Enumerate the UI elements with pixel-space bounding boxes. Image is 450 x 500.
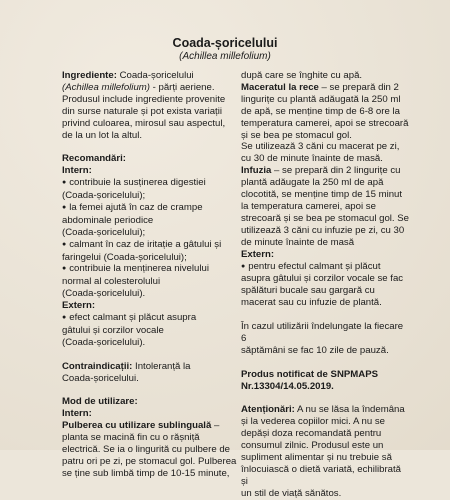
powder-line: după care se înghite cu apă. bbox=[241, 70, 363, 81]
intern-heading: Intern: bbox=[62, 165, 92, 177]
extern-heading: Extern: bbox=[241, 248, 275, 260]
bullet-item-cont: faringelui (Coada-șoricelului); bbox=[62, 251, 187, 263]
intern-heading: Intern: bbox=[62, 408, 92, 420]
bullet-item-cont: gâtului și corzilor vocale bbox=[62, 325, 164, 337]
maceration-line: Maceratul la rece – se prepară din 2 bbox=[241, 81, 399, 93]
contraindications-line: Contraindicații: Intoleranță la bbox=[62, 360, 191, 372]
bullet-item: ● calmant în caz de iritație a gâtului și bbox=[62, 239, 242, 252]
warnings-line: și la vederea copiilor mici. A nu se bbox=[241, 416, 385, 428]
maceration-line: de apă, se menține timp de 6-8 ore la bbox=[241, 105, 400, 117]
powder-line: electrică. Se ia o lingurită cu pulbere de bbox=[62, 444, 230, 456]
notification-line: Produs notificat de SNPMAPS bbox=[241, 368, 378, 380]
contraindications-line: Coada-șoricelului. bbox=[62, 372, 139, 384]
bullet-item: ● pentru efectul calmant și plăcut bbox=[241, 261, 409, 274]
long-use-line: În cazul utilizării îndelungate la fiecare 6 bbox=[241, 321, 404, 344]
powder-line: planta se macină fin cu o rășniță bbox=[62, 432, 200, 444]
recommendations-heading: Recomandări: bbox=[62, 153, 126, 165]
left-column bbox=[62, 70, 242, 480]
maceration-line: Se utilizează 3 căni cu macerat pe zi, bbox=[241, 141, 400, 153]
warnings-line: Atenționări: A nu se lăsa la îndemâna bbox=[241, 404, 405, 416]
warnings-line: depăși doza recomandată pentru bbox=[241, 428, 382, 440]
ingredients-line: de la un lot la altul. bbox=[62, 129, 143, 141]
ingredients-line: privind culoarea, mirosul sau aspectul, bbox=[62, 117, 226, 129]
infusion-line: plantă adăugate la 250 ml de apă bbox=[241, 177, 384, 189]
right-column bbox=[241, 70, 409, 500]
bullet-item-cont: (Coada-șoricelului). bbox=[62, 336, 146, 348]
maceration-line: temperatura camerei, apoi se strecoară bbox=[241, 117, 409, 129]
bullet-item-cont: asupra gâtului și corzilor vocale se fac bbox=[241, 273, 404, 285]
bullet-item-cont: macerat sau cu infuzie de plantă. bbox=[241, 297, 382, 309]
bullet-item-cont: abdominale periodice bbox=[62, 214, 154, 226]
bullet-item-cont: (Coada-șoricelului); bbox=[62, 226, 146, 238]
notification-line: Nr.13304/14.05.2019. bbox=[241, 380, 334, 392]
usage-heading: Mod de utilizare: bbox=[62, 396, 138, 408]
powder-line: Pulberea cu utilizare sublinguală – bbox=[62, 420, 220, 432]
warnings-line: consumul zilnic. Produsul este un bbox=[241, 440, 384, 452]
maceration-line: cu 30 de minute înainte de masă. bbox=[241, 153, 383, 165]
bullet-item-cont: (Coada-șoricelului). bbox=[62, 288, 146, 300]
warnings-line: supliment alimentar și nu trebuie să bbox=[241, 451, 392, 463]
bullet-item-cont: normal al colesterolului bbox=[62, 276, 161, 288]
product-latin-name: (Achillea millefolium) bbox=[179, 51, 271, 62]
bullet-item: ● la femei ajută în caz de crampe bbox=[62, 202, 242, 215]
infusion-line: de minute înainte de masă bbox=[241, 236, 355, 248]
bullet-item-cont: (Coada-șoricelului); bbox=[62, 190, 146, 202]
warnings-line: un stil de viață sănătos. bbox=[241, 487, 342, 499]
warnings-line: înlocuiască o dietă variată, echilibrată și bbox=[241, 463, 401, 487]
bullet-item: ● contribuie la menținerea nivelului bbox=[62, 263, 242, 276]
infusion-line: utilizează 3 căni cu infuzie pe zi, cu 30 bbox=[241, 224, 405, 236]
bullet-item-cont: spălături bucale sau gargară cu bbox=[241, 285, 375, 297]
product-title: Coada-șoricelului bbox=[172, 36, 278, 50]
extern-heading: Extern: bbox=[62, 300, 96, 312]
bullet-item: ● efect calmant și plăcut asupra bbox=[62, 312, 242, 325]
ingredients-line: Ingrediente: Coada-șoricelului bbox=[62, 70, 194, 81]
infusion-line: clocotită, se menține timp de 15 minut bbox=[241, 189, 403, 201]
maceration-line: lingurițe cu plantă adăugată la 250 ml bbox=[241, 93, 401, 105]
infusion-line: Infuzia – se prepară din 2 lingurițe cu bbox=[241, 165, 401, 177]
powder-line: se ține sub limbă timp de 10-15 minute, bbox=[62, 467, 230, 479]
bullet-item: ● contribuie la susținerea digestiei bbox=[62, 177, 242, 190]
powder-line: patru ori pe zi, pe stomacul gol. Pulberea bbox=[62, 455, 237, 467]
long-use-line: săptămâni se fac 10 zile de pauză. bbox=[241, 344, 389, 356]
infusion-line: strecoară și se bea pe stomacul gol. Se bbox=[241, 212, 409, 224]
ingredients-line: din surse naturale și pot exista variații bbox=[62, 105, 222, 117]
infusion-line: la temperatura camerei, apoi se bbox=[241, 200, 376, 212]
ingredients-line: Produsul include ingrediente provenite bbox=[62, 93, 226, 105]
maceration-line: și se bea pe stomacul gol. bbox=[241, 129, 352, 141]
ingredients-line: (Achillea millefolium) - părți aeriene. bbox=[62, 81, 215, 93]
